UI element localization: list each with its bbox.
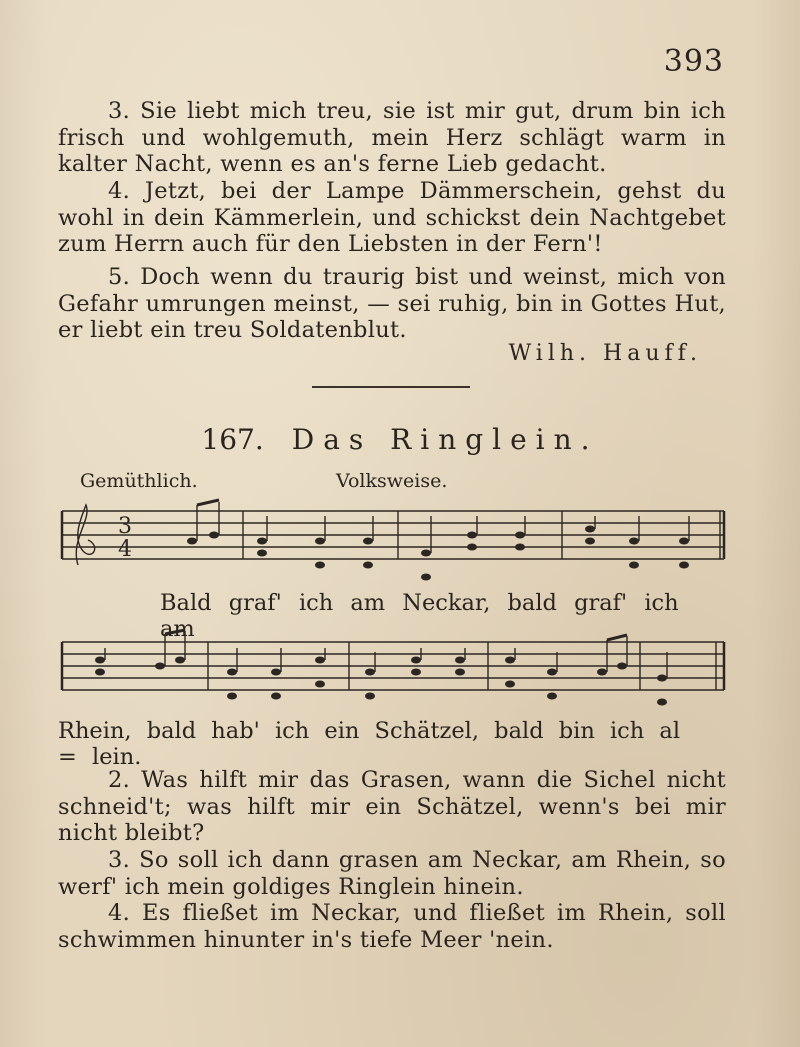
author-name: Wilh. Hauff. <box>508 341 702 366</box>
verse-3-bottom: 3. So soll ich dann grasen am Neckar, am Rhein, so werf' ich mein goldiges Ringlein hinein. <box>58 847 726 900</box>
verse-4: 4. Jetzt, bei der Lampe Dämmerschein, gehst du wohl in dein Kämmerlein, und schickst dein Nachtgebet zum Herrn auch für den Liebsten in der Fern'! <box>58 178 726 257</box>
verse-4-bottom: 4. Es fließet im Neckar, und fließet im Rhein, soll schwimmen hinunter in's tiefe Meer 'nein. <box>58 900 726 953</box>
stems-system-1 <box>197 500 689 553</box>
song-number: 167. <box>201 423 264 456</box>
melody-source: Volksweise. <box>336 470 448 492</box>
tempo-marking: Gemüthlich. <box>80 470 198 492</box>
notes-system-1 <box>187 526 689 581</box>
staff-system-1 <box>62 505 724 565</box>
svg-text:4: 4 <box>118 537 132 562</box>
svg-text:3: 3 <box>118 514 132 539</box>
lyrics-line-2: Rhein, bald hab' ich ein Schätzel, bald bin ich al = lein. <box>58 718 681 770</box>
notes-system-2 <box>95 657 667 706</box>
song-name: Das Ringlein. <box>291 423 599 456</box>
page-number: 393 <box>663 44 724 79</box>
lyrics-line-1: Bald graf' ich am Neckar, bald graf' ich am <box>160 590 679 642</box>
verse-3: 3. Sie liebt mich treu, sie ist mir gut, drum bin ich frisch und wohlgemuth, mein Herz schlägt warm in kalter Nacht, wenn es an's ferne Lieb gedacht. <box>58 98 726 177</box>
verse-2: 2. Was hilft mir das Grasen, wann die Sichel nicht schneid't; was hilft mir ein Schätzel, wenn's bei mir nicht bleibt? <box>58 767 726 846</box>
verse-5: 5. Doch wenn du traurig bist und weinst, mich von Gefahr umrungen meinst, — sei ruhig, bin in Gottes Hut, er liebt ein treu Soldatenblut. <box>58 264 726 343</box>
